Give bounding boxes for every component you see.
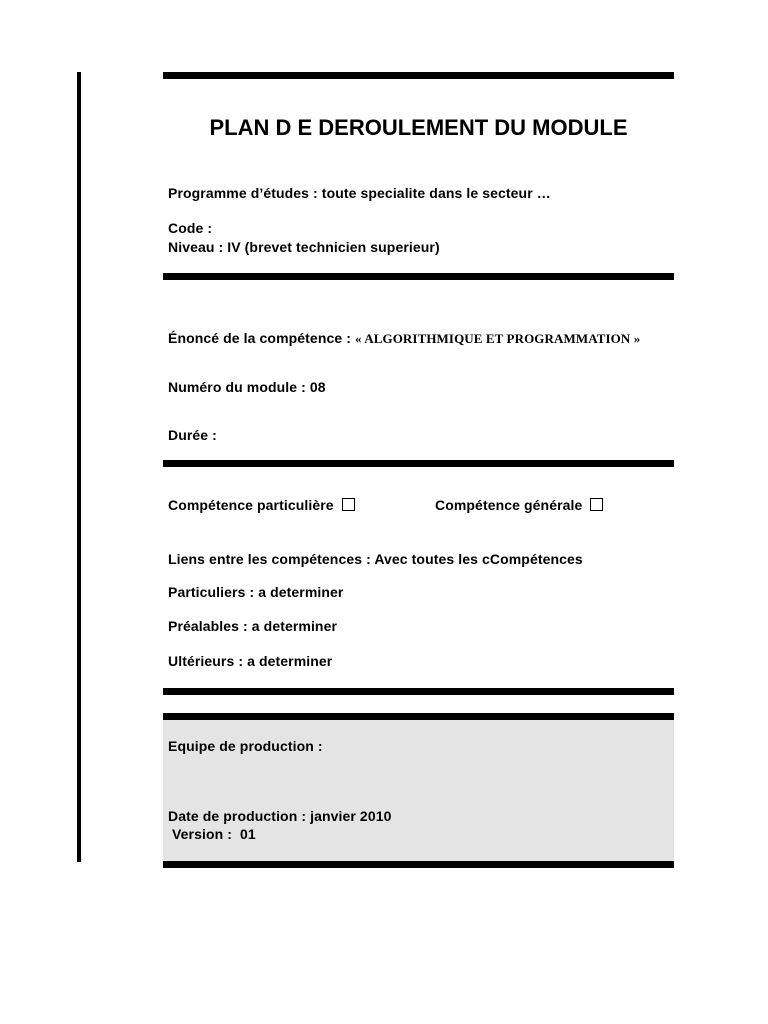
niveau-line: Niveau : IV (brevet technicien superieur) — [168, 239, 440, 255]
competence-generale-label: Compétence générale — [435, 497, 583, 513]
enonce-label: Énoncé de la compétence : — [168, 330, 355, 346]
bottom-rule — [163, 861, 674, 868]
competence-particuliere-option — [168, 497, 355, 513]
left-margin-rule — [77, 72, 81, 862]
particuliers-line: Particuliers : a determiner — [168, 584, 344, 600]
date-production-line: Date de production : janvier 2010 — [168, 808, 392, 824]
competence-particuliere-checkbox[interactable] — [342, 498, 355, 511]
page-title: PLAN D E DEROULEMENT DU MODULE — [209, 115, 628, 140]
numero-module-line: Numéro du module : 08 — [168, 379, 326, 395]
competence-generale-checkbox[interactable] — [590, 498, 603, 511]
duree-line: Durée : — [168, 427, 217, 443]
section-rule-1 — [163, 273, 674, 280]
ulterieurs-line: Ultérieurs : a determiner — [168, 653, 333, 669]
programme-line: Programme d’études : toute specialite dans le secteur … — [168, 185, 551, 201]
liens-line: Liens entre les compétences : Avec toutes les cCompétences — [168, 551, 583, 567]
section-rule-2 — [163, 460, 674, 467]
version-line: Version : 01 — [168, 826, 256, 842]
prealables-line: Préalables : a determiner — [168, 618, 338, 634]
enonce-value: « ALGORITHMIQUE ET PROGRAMMATION » — [355, 331, 641, 346]
enonce-line — [168, 330, 640, 347]
production-top-rule — [163, 713, 674, 720]
section-rule-3 — [163, 688, 674, 695]
top-rule — [163, 72, 674, 79]
competence-generale-option — [435, 497, 603, 513]
equipe-line: Equipe de production : — [168, 738, 323, 754]
competence-particuliere-label: Compétence particulière — [168, 497, 334, 513]
code-line: Code : — [168, 220, 213, 236]
